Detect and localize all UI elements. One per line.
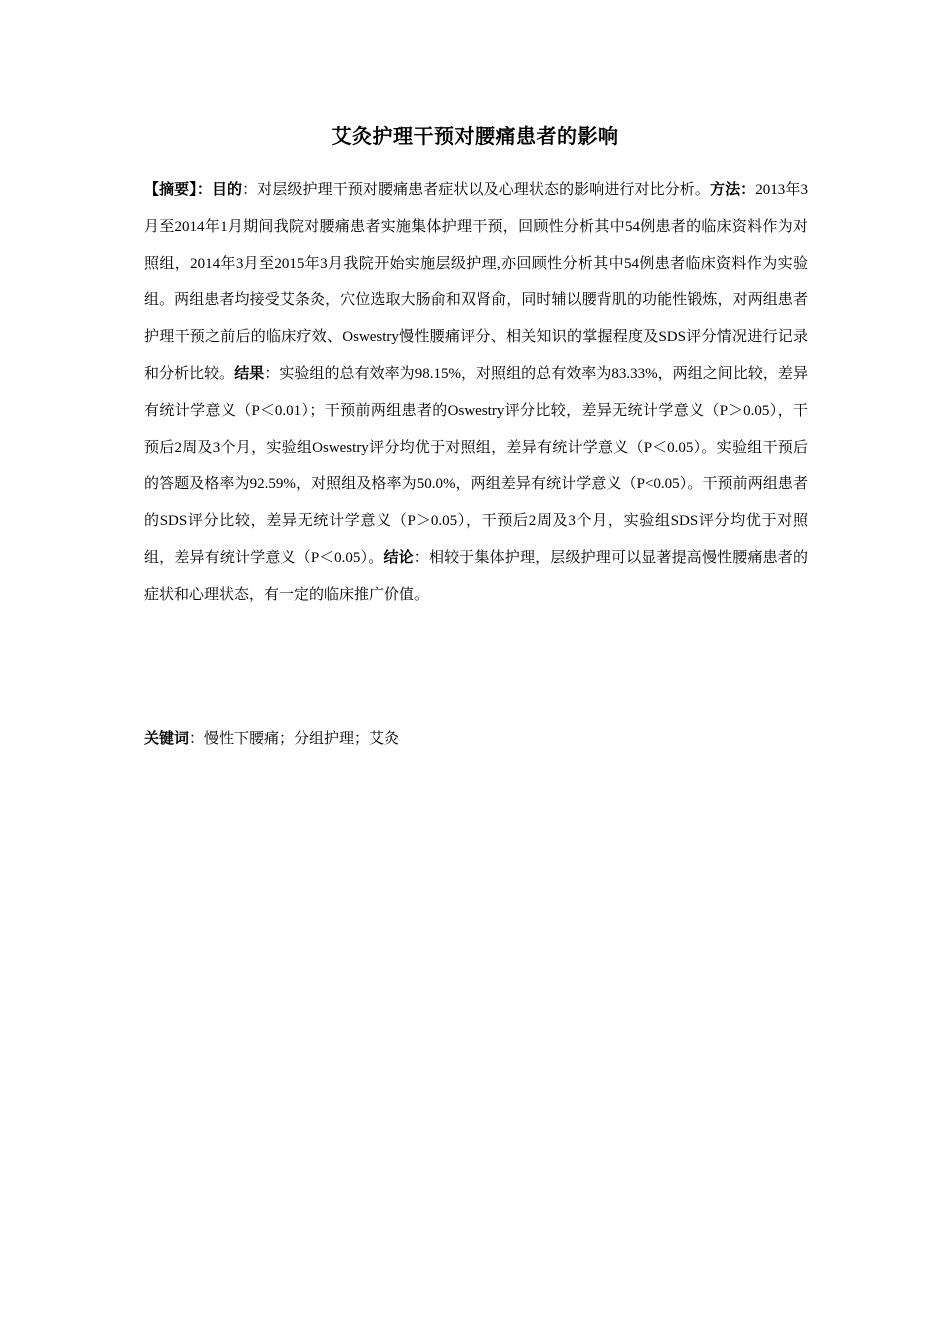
methods-text: 2013年3月至2014年1月期间我院对腰痛患者实施集体护理干预，回顾性分析其中54例患者的临床资料作为对照组，2014年3月至2015年3月我院开始实施层级护理,亦回顾性分析其中54例患者临床资料作为实验组。两组患者均接受艾条灸，穴位选取大肠俞和双肾俞，同时辅以腰背肌的功能性锻炼，对两组患者护理干预之前后的临床疗效、Oswestry慢性腰痛评分、相关知识的掌握程度及SDS评分情况进行记录和分析比较。 [144, 182, 808, 382]
objective-text: 对层级护理干预对腰痛患者症状以及心理状态的影响进行对比分析。 [257, 182, 710, 198]
conclusion-label: 结论 [383, 549, 414, 566]
keywords-label: 关键词 [144, 731, 190, 747]
results-label: 结果 [234, 365, 265, 382]
methods-label: 方法： [709, 182, 756, 198]
results-text: 实验组的总有效率为98.15%，对照组的总有效率为83.33%，两组之间比较，差异有统计学意义（P＜0.01）；干预前两组患者的Oswestry评分比较，差异无统计学意义（P＞0.05），干预后2周及3个月，实验组Oswestry评分均优于对照组，差异有统计学意义（P＜0.05）。实验组干预后的答题及格率为92.59%，对照组及格率为50.0%，两组差异有统计学意义（P<0.05）。干预前两组患者的SDS评分比较，差异无统计学意义（P＞0.05），干预后2周及3个月，实验组SDS评分均优于对照组，差异有统计学意义（P＜0.05）。 [144, 365, 808, 566]
conclusion-text: 相较于集体护理，层级护理可以显著提高慢性腰痛患者的症状和心理状态，有一定的临床推广价值。 [144, 549, 808, 603]
keywords-value: 慢性下腰痛；分组护理；艾灸 [204, 731, 400, 747]
abstract-label: 【摘要】： [144, 182, 212, 198]
keywords-separator: ： [189, 731, 205, 747]
conclusion-separator: ： [413, 549, 429, 566]
keywords-line [144, 724, 808, 754]
results-separator: ： [264, 365, 280, 382]
paper-title: 艾灸护理干预对腰痛患者的影响 [331, 126, 619, 148]
objective-separator: ： [242, 182, 258, 198]
abstract-paragraph [144, 172, 808, 614]
objective-label: 目的 [211, 182, 243, 198]
